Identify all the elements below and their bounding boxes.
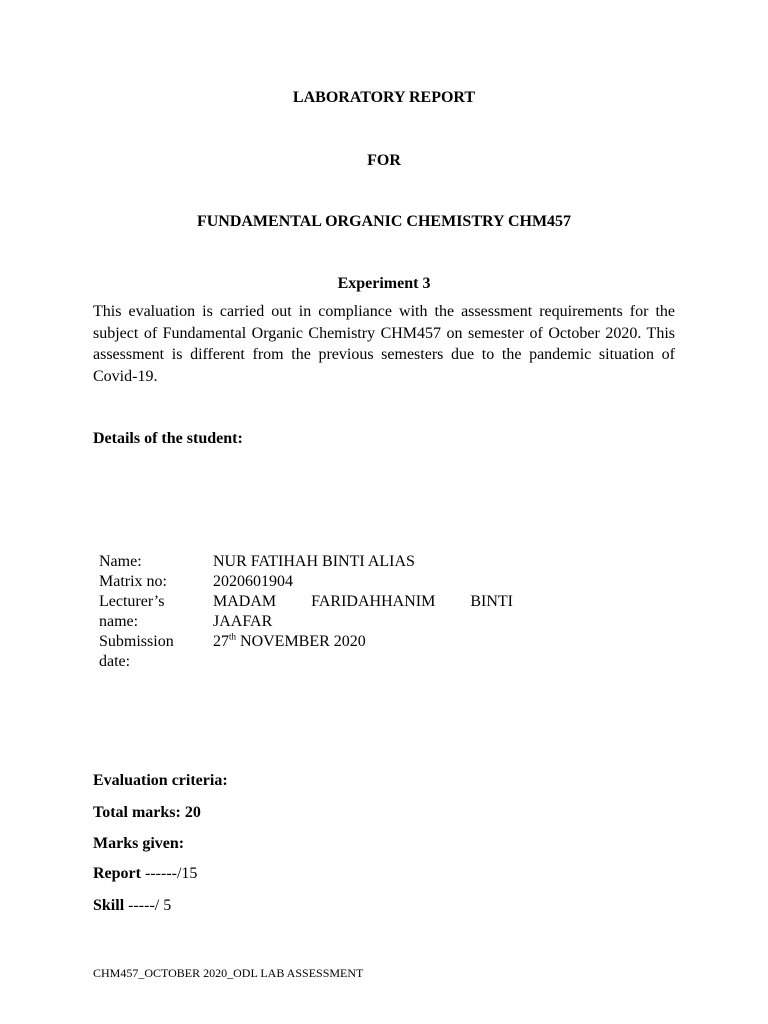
skill-marks-label: Skill [93,897,125,914]
submission-day: 27 [213,633,229,650]
details-heading: Details of the student: [93,430,243,447]
lecturer-label-line1: Lecturer’s [99,593,165,610]
name-value: NUR FATIHAH BINTI ALIAS [213,553,415,570]
report-marks-label: Report [93,865,141,882]
evaluation-criteria-heading: Evaluation criteria: [93,772,228,789]
lecturer-value-madam: MADAM [213,593,277,610]
for-line: FOR [367,152,401,169]
page-footer: CHM457_OCTOBER 2020_ODL LAB ASSESSMENT [93,966,364,980]
total-marks: Total marks: 20 [93,804,201,821]
course-title: FUNDAMENTAL ORGANIC CHEMISTRY CHM457 [196,213,572,230]
lecturer-value-line1 [213,592,513,612]
submission-label-line2: date: [99,653,131,670]
submission-label-line1: Submission [99,633,174,650]
skill-marks-line [93,895,171,916]
experiment-title: Experiment 3 [337,275,431,292]
matrix-value: 2020601904 [213,573,293,590]
lecturer-value-line2: JAAFAR [213,613,273,630]
lecturer-value-binti: BINTI [470,593,513,610]
report-title: LABORATORY REPORT [292,89,476,106]
lecturer-label-line2: name: [99,613,139,630]
submission-month-year: NOVEMBER 2020 [236,633,366,650]
marks-given: Marks given: [93,835,185,852]
skill-marks-blank: -----/ 5 [124,897,172,914]
matrix-label: Matrix no: [99,573,167,590]
submission-day-suffix: th [229,631,237,642]
report-marks-line [93,863,197,884]
lecturer-value-faridahhanim: FARIDAHHANIM [311,593,436,610]
intro-paragraph: This evaluation is carried out in compliance with the assessment requirements for the subject of Fundamental Organic Chemistry CHM457 on semester of October 2020. This assessment is different from the previous semesters due to the pandemic situation of Covid-19. [93,303,675,385]
report-marks-blank: ------/15 [140,865,198,882]
name-label: Name: [99,553,142,570]
submission-date-value [213,632,513,652]
